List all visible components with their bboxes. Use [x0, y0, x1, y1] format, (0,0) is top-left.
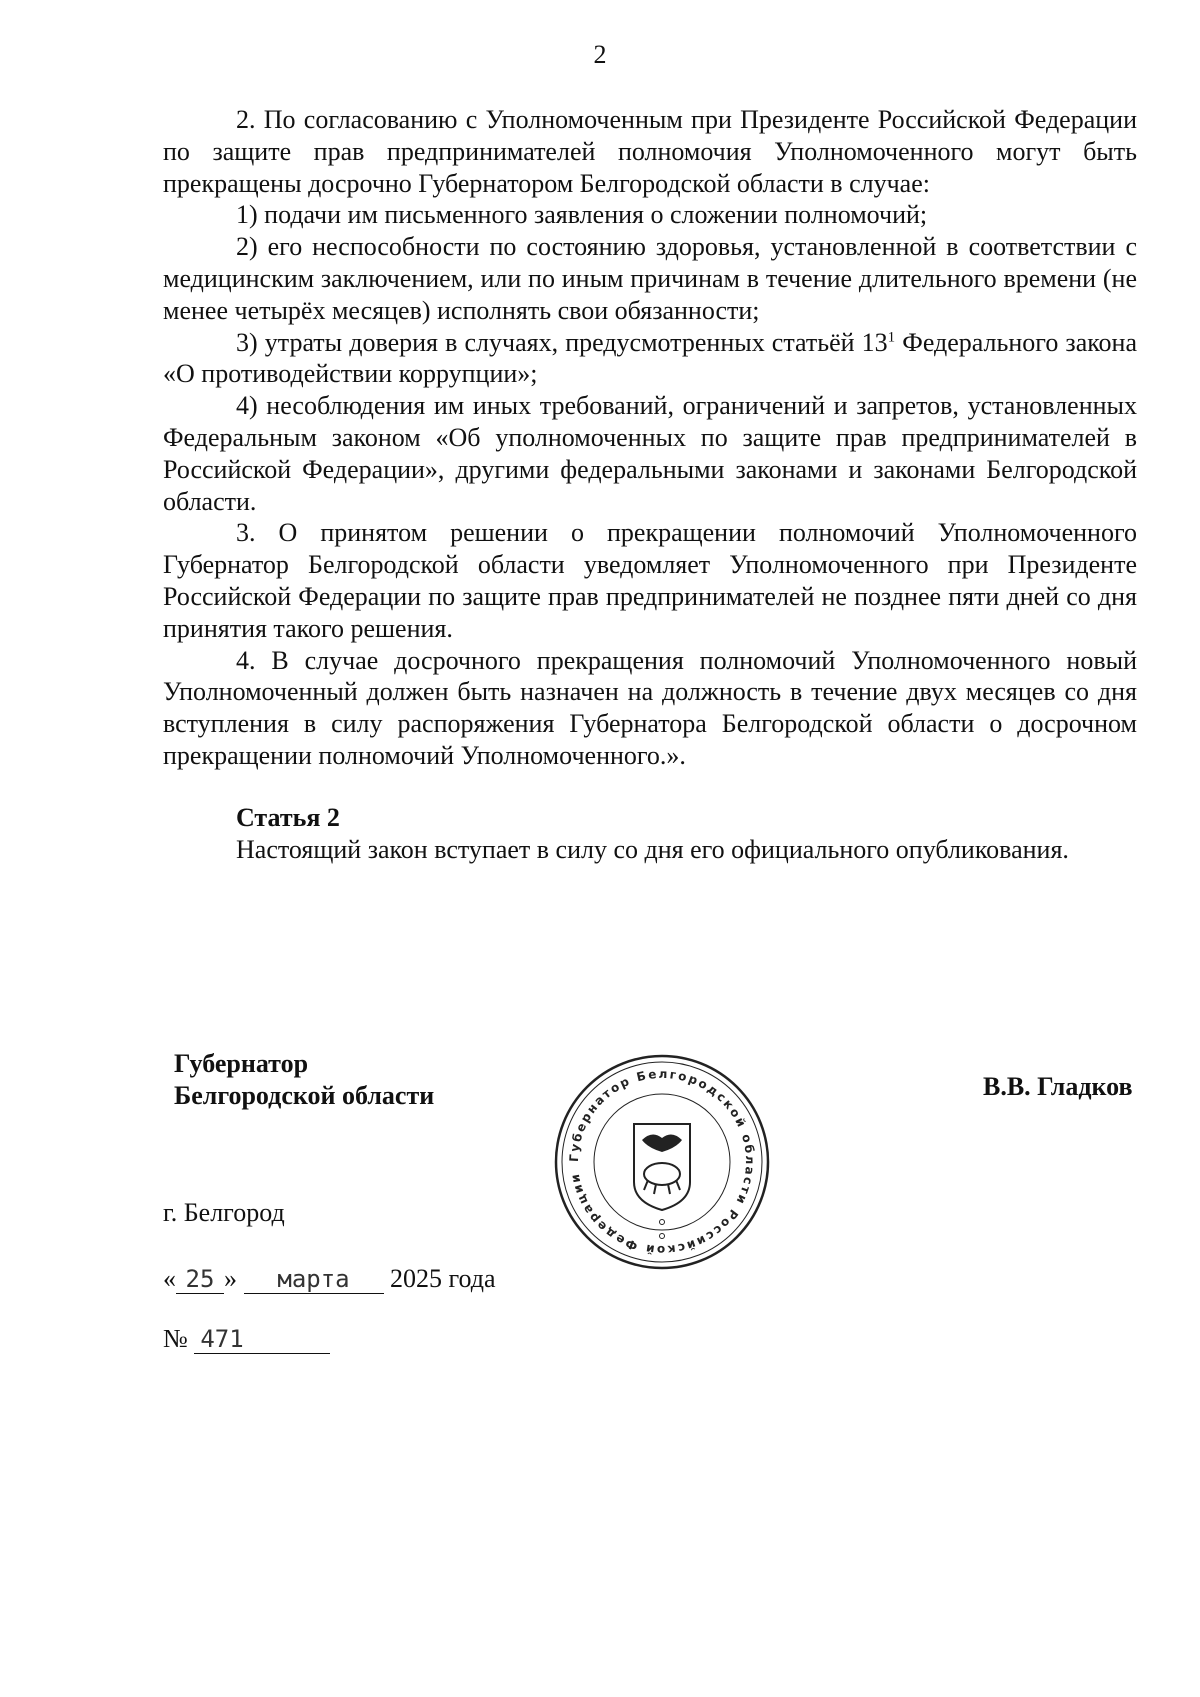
- paragraph-3: 3. О принятом решении о прекращении полномочий Уполномоченного Губернатор Белгородской области уведомляет Уполномоченного при Президенте Российской Федерации по защите прав предпринимателей не позднее пяти дней со дня принятия такого решения.: [163, 518, 1137, 643]
- paragraph-2: 2. По согласованию с Уполномоченным при Президенте Российской Федерации по защите прав предпринимателей полномочия Уполномоченного могут быть прекращены досрочно Губернатором Белгородской области в случае:: [163, 105, 1137, 198]
- item-3-text: 3) утраты доверия в случаях, предусмотренных статьёй 13: [236, 327, 888, 357]
- date-day: 25: [176, 1265, 224, 1294]
- signatory-position-line-2: Белгородской области: [174, 1081, 435, 1110]
- item-2: 2) его неспособности по состоянию здоровья, установленной в соответствии с медицинским заключением, или по иным причинам в течение длительного времени (не менее четырёх месяцев) исполнять свои обязанности;: [163, 232, 1137, 325]
- item-3-text-end: Федерального закона «О противодействии коррупции»;: [163, 327, 1137, 389]
- page-number: 2: [593, 40, 607, 69]
- signatory-name: В.В. Гладков: [983, 1072, 1133, 1101]
- signatory-position: [174, 1048, 434, 1112]
- date-open-quote: «: [163, 1264, 176, 1293]
- article-2-title: Статья 2: [236, 802, 340, 832]
- signatory-position-line-1: Губернатор: [174, 1049, 309, 1078]
- enactment-date: [163, 1264, 496, 1294]
- law-body: [163, 104, 1137, 865]
- seal-text: Губернатор Белгородской области Российской Федерации: [566, 1066, 758, 1258]
- item-1: 1) подачи им письменного заявления о сложении полномочий;: [236, 200, 928, 230]
- item-4: 4) несоблюдения им иных требований, ограничений и запретов, установленных Федеральным законом «Об уполномоченных по защите прав предпринимателей в Российской Федерации», другими федеральными законами и законами Белгородской области.: [163, 391, 1137, 516]
- seal-graphic: [552, 1052, 772, 1272]
- item-3: [163, 327, 1137, 391]
- date-month: марта: [244, 1265, 384, 1294]
- svg-text:Губернатор Белгородской област: [567, 1067, 757, 1257]
- number-value: 471: [194, 1325, 330, 1354]
- coat-of-arms-icon: [634, 1124, 690, 1210]
- paragraph-4: 4. В случае досрочного прекращения полномочий Уполномоченного новый Уполномоченный должен быть назначен на должность в течение двух месяцев со дня вступления в силу распоряжения Губернатора Белгородской области о досрочном прекращении полномочий Уполномоченного.».: [163, 645, 1137, 770]
- official-seal: [552, 1052, 772, 1272]
- number-sign: №: [163, 1324, 188, 1353]
- date-year: 2025 года: [390, 1264, 496, 1293]
- law-number: [163, 1324, 330, 1354]
- article-2-text: Настоящий закон вступает в силу со дня его официального опубликования.: [236, 834, 1069, 864]
- city-name: г. Белгород: [163, 1198, 285, 1227]
- date-close-quote: »: [224, 1264, 237, 1293]
- item-3-superscript: 1: [887, 328, 896, 345]
